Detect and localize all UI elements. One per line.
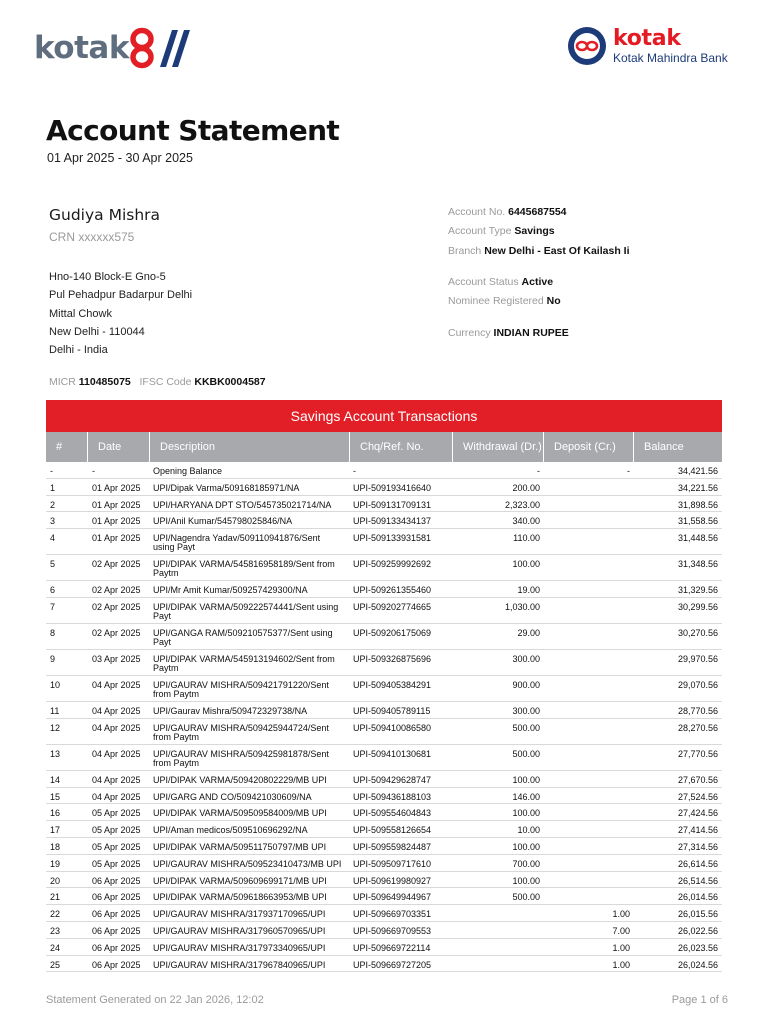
row-balance: 27,670.56 bbox=[677, 774, 718, 785]
row-date: 05 Apr 2025 bbox=[92, 858, 141, 869]
row-balance: 31,898.56 bbox=[677, 499, 718, 510]
row-reference: UPI-509405384291 bbox=[353, 680, 432, 690]
row-description: UPI/DIPAK VARMA/509420802229/MB UPI bbox=[153, 774, 327, 785]
statement-generated-timestamp: Statement Generated on 22 Jan 2026, 12:02 bbox=[46, 994, 264, 1006]
table-row bbox=[46, 922, 722, 939]
row-reference: UPI-509261355460 bbox=[353, 585, 432, 596]
row-description: UPI/Dipak Varma/509168185971/NA bbox=[153, 482, 300, 493]
row-description: UPI/GARG AND CO/509421030609/NA bbox=[153, 791, 312, 802]
row-balance: 31,558.56 bbox=[677, 516, 718, 527]
row-deposit: 1.00 bbox=[612, 942, 630, 953]
address-line: Delhi - India bbox=[49, 344, 108, 356]
row-date: 01 Apr 2025 bbox=[92, 482, 141, 493]
row-description: UPI/Mr Amit Kumar/509257429300/NA bbox=[153, 585, 308, 596]
row-reference: UPI-509133434137 bbox=[353, 516, 432, 527]
table-row bbox=[46, 956, 722, 973]
address-line: New Delhi - 110044 bbox=[49, 326, 145, 338]
row-number: 3 bbox=[50, 516, 56, 527]
row-reference: UPI-509131709131 bbox=[353, 499, 432, 510]
row-date: 01 Apr 2025 bbox=[92, 499, 141, 510]
column-header-description: Description bbox=[150, 432, 350, 462]
row-description: UPI/DIPAK VARMA/509618663953/MB UPI bbox=[153, 892, 327, 903]
nominee-value: No bbox=[546, 295, 561, 307]
row-reference: UPI-509669722114 bbox=[353, 942, 431, 953]
row-balance: 28,270.56 bbox=[677, 722, 718, 733]
row-balance: 26,514.56 bbox=[677, 875, 718, 886]
row-reference: UPI-509206175069 bbox=[353, 628, 432, 638]
row-deposit: 1.00 bbox=[612, 909, 630, 920]
row-withdrawal: 100.00 bbox=[512, 875, 540, 886]
row-date: - bbox=[92, 466, 95, 476]
row-withdrawal: 700.00 bbox=[512, 858, 540, 869]
transactions-table-title: Savings Account Transactions bbox=[46, 400, 722, 432]
row-number: 14 bbox=[50, 774, 61, 785]
table-row bbox=[46, 872, 722, 889]
table-row bbox=[46, 555, 722, 581]
currency-value: INDIAN RUPEE bbox=[493, 327, 569, 339]
row-description: UPI/GAURAV MISHRA/509425981878/Sent from Paytm bbox=[153, 748, 329, 768]
account-number bbox=[448, 206, 567, 218]
row-reference: UPI-509326875696 bbox=[353, 654, 432, 664]
row-balance: 26,022.56 bbox=[677, 926, 718, 936]
currency bbox=[448, 327, 569, 339]
address-line: Pul Pehadpur Badarpur Delhi bbox=[49, 289, 193, 301]
currency-label: Currency bbox=[448, 327, 491, 339]
row-deposit: - bbox=[627, 466, 630, 476]
row-withdrawal: 19.00 bbox=[517, 585, 540, 596]
row-date: 05 Apr 2025 bbox=[92, 825, 141, 836]
kotak-infinity-mark-icon bbox=[130, 27, 194, 69]
row-date: 05 Apr 2025 bbox=[92, 842, 141, 852]
micr-ifsc-line bbox=[49, 376, 266, 388]
table-row bbox=[46, 624, 722, 650]
row-reference: UPI-509669727205 bbox=[353, 959, 432, 970]
row-reference: UPI-509559824487 bbox=[353, 842, 432, 852]
column-header-balance: Balance bbox=[644, 441, 684, 453]
row-withdrawal: 100.00 bbox=[512, 808, 540, 819]
statement-period: 01 Apr 2025 - 30 Apr 2025 bbox=[47, 151, 193, 165]
row-reference: UPI-509619980927 bbox=[353, 875, 432, 886]
row-description: UPI/GAURAV MISHRA/317967840965/UPI bbox=[153, 959, 326, 970]
row-balance: 34,221.56 bbox=[677, 482, 718, 493]
row-description: UPI/GAURAV MISHRA/317973340965/UPI bbox=[153, 942, 326, 953]
table-row bbox=[46, 821, 722, 838]
micr-label: MICR bbox=[49, 376, 76, 388]
row-balance: 27,424.56 bbox=[677, 808, 718, 819]
row-reference: UPI-509133931581 bbox=[353, 533, 432, 544]
row-date: 01 Apr 2025 bbox=[92, 516, 141, 527]
page-number: Page 1 of 6 bbox=[671, 994, 728, 1006]
table-row bbox=[46, 512, 722, 529]
column-header-number: # bbox=[46, 432, 88, 462]
row-number: 9 bbox=[50, 654, 56, 664]
row-reference: UPI-509410130681 bbox=[353, 748, 432, 759]
row-number: 5 bbox=[50, 559, 56, 570]
branch bbox=[448, 245, 630, 257]
row-withdrawal: 200.00 bbox=[512, 482, 540, 493]
row-reference: UPI-509554604843 bbox=[353, 808, 432, 819]
row-date: 04 Apr 2025 bbox=[92, 791, 141, 802]
row-withdrawal: 10.00 bbox=[517, 825, 540, 836]
row-number: 22 bbox=[50, 909, 61, 920]
row-number: 25 bbox=[50, 959, 61, 970]
nominee-registered bbox=[448, 295, 561, 307]
row-balance: 29,070.56 bbox=[677, 680, 718, 690]
row-date: 02 Apr 2025 bbox=[92, 559, 141, 570]
row-description: UPI/Nagendra Yadav/509110941876/Sent using Payt bbox=[153, 533, 321, 553]
table-row bbox=[46, 650, 722, 676]
page-title: Account Statement bbox=[46, 114, 340, 147]
row-reference: UPI-509649944967 bbox=[353, 892, 432, 903]
table-row bbox=[46, 939, 722, 956]
table-row bbox=[46, 745, 722, 771]
row-description: UPI/DIPAK VARMA/509511750797/MB UPI bbox=[153, 842, 327, 852]
row-description: UPI/DIPAK VARMA/509509584009/MB UPI bbox=[153, 808, 327, 819]
row-balance: 29,970.56 bbox=[677, 654, 718, 664]
row-date: 04 Apr 2025 bbox=[92, 774, 141, 785]
row-balance: 26,614.56 bbox=[677, 858, 718, 869]
row-number: 6 bbox=[50, 585, 56, 596]
row-date: 06 Apr 2025 bbox=[92, 942, 141, 953]
row-balance: 27,770.56 bbox=[677, 748, 718, 759]
micr-value: 110485075 bbox=[78, 376, 131, 388]
logo-left-text: kotak bbox=[34, 30, 129, 66]
row-withdrawal: 500.00 bbox=[512, 748, 540, 759]
customer-crn: CRN xxxxxx575 bbox=[49, 230, 135, 244]
row-reference: UPI-509405789115 bbox=[353, 706, 431, 716]
nominee-label: Nominee Registered bbox=[448, 295, 544, 307]
row-reference: UPI-509436188103 bbox=[353, 791, 432, 802]
row-description: UPI/GAURAV MISHRA/509523410473/MB UPI bbox=[153, 858, 342, 869]
row-description: UPI/DIPAK VARMA/545816958189/Sent from Paytm bbox=[153, 559, 335, 579]
row-balance: 27,314.56 bbox=[677, 842, 718, 852]
row-reference: UPI-509429628747 bbox=[353, 774, 432, 785]
row-description: UPI/Anil Kumar/545798025846/NA bbox=[153, 516, 293, 527]
row-withdrawal: 146.00 bbox=[512, 791, 540, 802]
row-balance: 26,023.56 bbox=[677, 942, 718, 953]
row-withdrawal: 110.00 bbox=[513, 533, 540, 544]
row-number: 13 bbox=[50, 748, 61, 759]
row-reference: - bbox=[353, 466, 356, 476]
row-date: 04 Apr 2025 bbox=[92, 722, 141, 733]
row-date: 04 Apr 2025 bbox=[92, 748, 141, 759]
branch-label: Branch bbox=[448, 245, 482, 257]
row-withdrawal: 500.00 bbox=[512, 892, 540, 903]
row-withdrawal: 29.00 bbox=[517, 628, 540, 638]
table-row bbox=[46, 788, 722, 805]
row-reference: UPI-509669709553 bbox=[353, 926, 432, 936]
row-date: 04 Apr 2025 bbox=[92, 706, 141, 716]
row-date: 06 Apr 2025 bbox=[92, 892, 141, 903]
row-balance: 30,270.56 bbox=[677, 628, 718, 638]
row-withdrawal: 1,030.00 bbox=[504, 602, 540, 612]
row-number: 10 bbox=[50, 680, 61, 690]
table-row bbox=[46, 855, 722, 872]
row-withdrawal: 500.00 bbox=[512, 722, 540, 733]
account-status-label: Account Status bbox=[448, 276, 519, 288]
account-number-value: 6445687554 bbox=[508, 206, 567, 218]
account-type-value: Savings bbox=[514, 225, 555, 237]
row-date: 01 Apr 2025 bbox=[92, 533, 141, 544]
row-date: 04 Apr 2025 bbox=[92, 680, 141, 690]
customer-name: Gudiya Mishra bbox=[49, 206, 161, 224]
table-row bbox=[46, 888, 722, 905]
table-row bbox=[46, 529, 722, 555]
row-balance: 28,770.56 bbox=[677, 706, 718, 716]
transactions-column-header bbox=[46, 432, 722, 462]
row-balance: 31,448.56 bbox=[677, 533, 718, 544]
row-description: UPI/Aman medicos/509510696292/NA bbox=[153, 825, 308, 836]
logo-right-brand: kotak bbox=[613, 26, 681, 51]
row-description: UPI/HARYANA DPT STO/545735021714/NA bbox=[153, 499, 332, 510]
row-date: 02 Apr 2025 bbox=[92, 602, 141, 612]
row-number: 7 bbox=[50, 602, 56, 612]
row-reference: UPI-509193416640 bbox=[353, 482, 432, 493]
row-withdrawal: 340.00 bbox=[512, 516, 540, 527]
account-type-label: Account Type bbox=[448, 225, 512, 237]
row-balance: 30,299.56 bbox=[677, 602, 718, 612]
row-date: 06 Apr 2025 bbox=[92, 926, 141, 936]
ifsc-label: IFSC Code bbox=[139, 376, 192, 388]
account-type bbox=[448, 225, 555, 237]
address-line: Mittal Chowk bbox=[49, 308, 112, 320]
table-row bbox=[46, 598, 722, 624]
row-description: UPI/GAURAV MISHRA/509421791220/Sent from Paytm bbox=[153, 680, 329, 699]
table-row bbox=[46, 702, 722, 719]
row-withdrawal: 300.00 bbox=[512, 654, 540, 664]
row-number: 18 bbox=[50, 842, 61, 852]
row-withdrawal: 900.00 bbox=[512, 680, 540, 690]
table-row bbox=[46, 804, 722, 821]
row-balance: 26,014.56 bbox=[677, 892, 718, 903]
kotak-logo-left bbox=[34, 26, 194, 70]
row-number: 19 bbox=[50, 858, 61, 869]
row-number: 11 bbox=[50, 706, 60, 716]
row-description: UPI/DIPAK VARMA/509222574441/Sent using Payt bbox=[153, 602, 339, 621]
row-date: 06 Apr 2025 bbox=[92, 909, 141, 920]
row-number: 1 bbox=[50, 482, 56, 493]
row-withdrawal: 2,323.00 bbox=[504, 499, 540, 510]
table-row bbox=[46, 479, 722, 496]
kotak-mahindra-bank-logo bbox=[567, 26, 728, 66]
row-balance: 31,329.56 bbox=[677, 585, 718, 596]
row-number: 15 bbox=[50, 791, 61, 802]
account-status bbox=[448, 276, 553, 288]
row-number: 21 bbox=[50, 892, 61, 903]
row-date: 02 Apr 2025 bbox=[92, 585, 141, 596]
row-number: - bbox=[50, 466, 53, 476]
row-number: 2 bbox=[50, 499, 56, 510]
column-header-deposit: Deposit (Cr.) bbox=[544, 432, 634, 462]
row-number: 12 bbox=[50, 722, 61, 733]
table-row bbox=[46, 905, 722, 922]
branch-value: New Delhi - East Of Kailash Ii bbox=[484, 245, 630, 257]
row-reference: UPI-509259992692 bbox=[353, 559, 432, 570]
row-reference: UPI-509202774665 bbox=[353, 602, 432, 612]
row-reference: UPI-509509717610 bbox=[353, 858, 432, 869]
row-balance: 34,421.56 bbox=[677, 466, 718, 476]
column-header-date: Date bbox=[88, 432, 150, 462]
row-description: UPI/GAURAV MISHRA/317937170965/UPI bbox=[153, 909, 326, 920]
row-withdrawal: 100.00 bbox=[512, 559, 540, 570]
row-balance: 26,024.56 bbox=[677, 959, 718, 970]
row-date: 03 Apr 2025 bbox=[92, 654, 141, 664]
row-date: 05 Apr 2025 bbox=[92, 808, 141, 819]
ifsc-value: KKBK0004587 bbox=[194, 376, 266, 388]
row-description: UPI/DIPAK VARMA/545913194602/Sent from Paytm bbox=[153, 654, 335, 673]
row-date: 06 Apr 2025 bbox=[92, 959, 141, 970]
row-deposit: 7.00 bbox=[612, 926, 630, 936]
row-balance: 26,015.56 bbox=[677, 909, 718, 920]
row-number: 4 bbox=[50, 533, 56, 544]
column-header-reference: Chq/Ref. No. bbox=[350, 432, 453, 462]
table-row bbox=[46, 462, 722, 479]
account-status-value: Active bbox=[521, 276, 554, 288]
row-description: UPI/GAURAV MISHRA/509425944724/Sent from Paytm bbox=[153, 722, 329, 742]
row-balance: 31,348.56 bbox=[677, 559, 718, 570]
row-date: 06 Apr 2025 bbox=[92, 875, 141, 886]
row-number: 24 bbox=[50, 942, 61, 953]
row-deposit: 1.00 bbox=[612, 959, 630, 970]
table-row bbox=[46, 676, 722, 702]
table-row bbox=[46, 771, 722, 788]
row-description: Opening Balance bbox=[153, 466, 223, 476]
column-header-withdrawal: Withdrawal (Dr.) bbox=[453, 432, 544, 462]
table-row bbox=[46, 719, 722, 745]
row-withdrawal: 100.00 bbox=[512, 774, 540, 785]
row-balance: 27,414.56 bbox=[677, 825, 718, 836]
row-number: 8 bbox=[50, 628, 56, 638]
row-reference: UPI-509558126654 bbox=[353, 825, 432, 836]
row-description: UPI/Gaurav Mishra/509472329738/NA bbox=[153, 706, 308, 716]
row-withdrawal: 300.00 bbox=[512, 706, 540, 716]
logo-right-bank-name: Kotak Mahindra Bank bbox=[613, 51, 728, 65]
row-balance: 27,524.56 bbox=[677, 791, 718, 802]
table-row bbox=[46, 838, 722, 855]
row-withdrawal: 100.00 bbox=[512, 842, 540, 852]
address-line: Hno-140 Block-E Gno-5 bbox=[49, 271, 166, 283]
table-row bbox=[46, 496, 722, 513]
row-description: UPI/GANGA RAM/509210575377/Sent using Payt bbox=[153, 628, 333, 647]
row-date: 02 Apr 2025 bbox=[92, 628, 141, 638]
row-number: 23 bbox=[50, 926, 61, 936]
row-description: UPI/GAURAV MISHRA/317960570965/UPI bbox=[153, 926, 326, 936]
row-description: UPI/DIPAK VARMA/509609699171/MB UPI bbox=[153, 875, 327, 886]
row-reference: UPI-509410086580 bbox=[353, 722, 432, 733]
account-number-label: Account No. bbox=[448, 206, 506, 218]
row-withdrawal: - bbox=[537, 466, 540, 476]
kotak-emblem-icon bbox=[567, 26, 607, 66]
row-reference: UPI-509669703351 bbox=[353, 909, 432, 920]
row-number: 17 bbox=[50, 825, 61, 836]
row-number: 16 bbox=[50, 808, 61, 819]
row-number: 20 bbox=[50, 875, 61, 886]
table-row bbox=[46, 581, 722, 598]
